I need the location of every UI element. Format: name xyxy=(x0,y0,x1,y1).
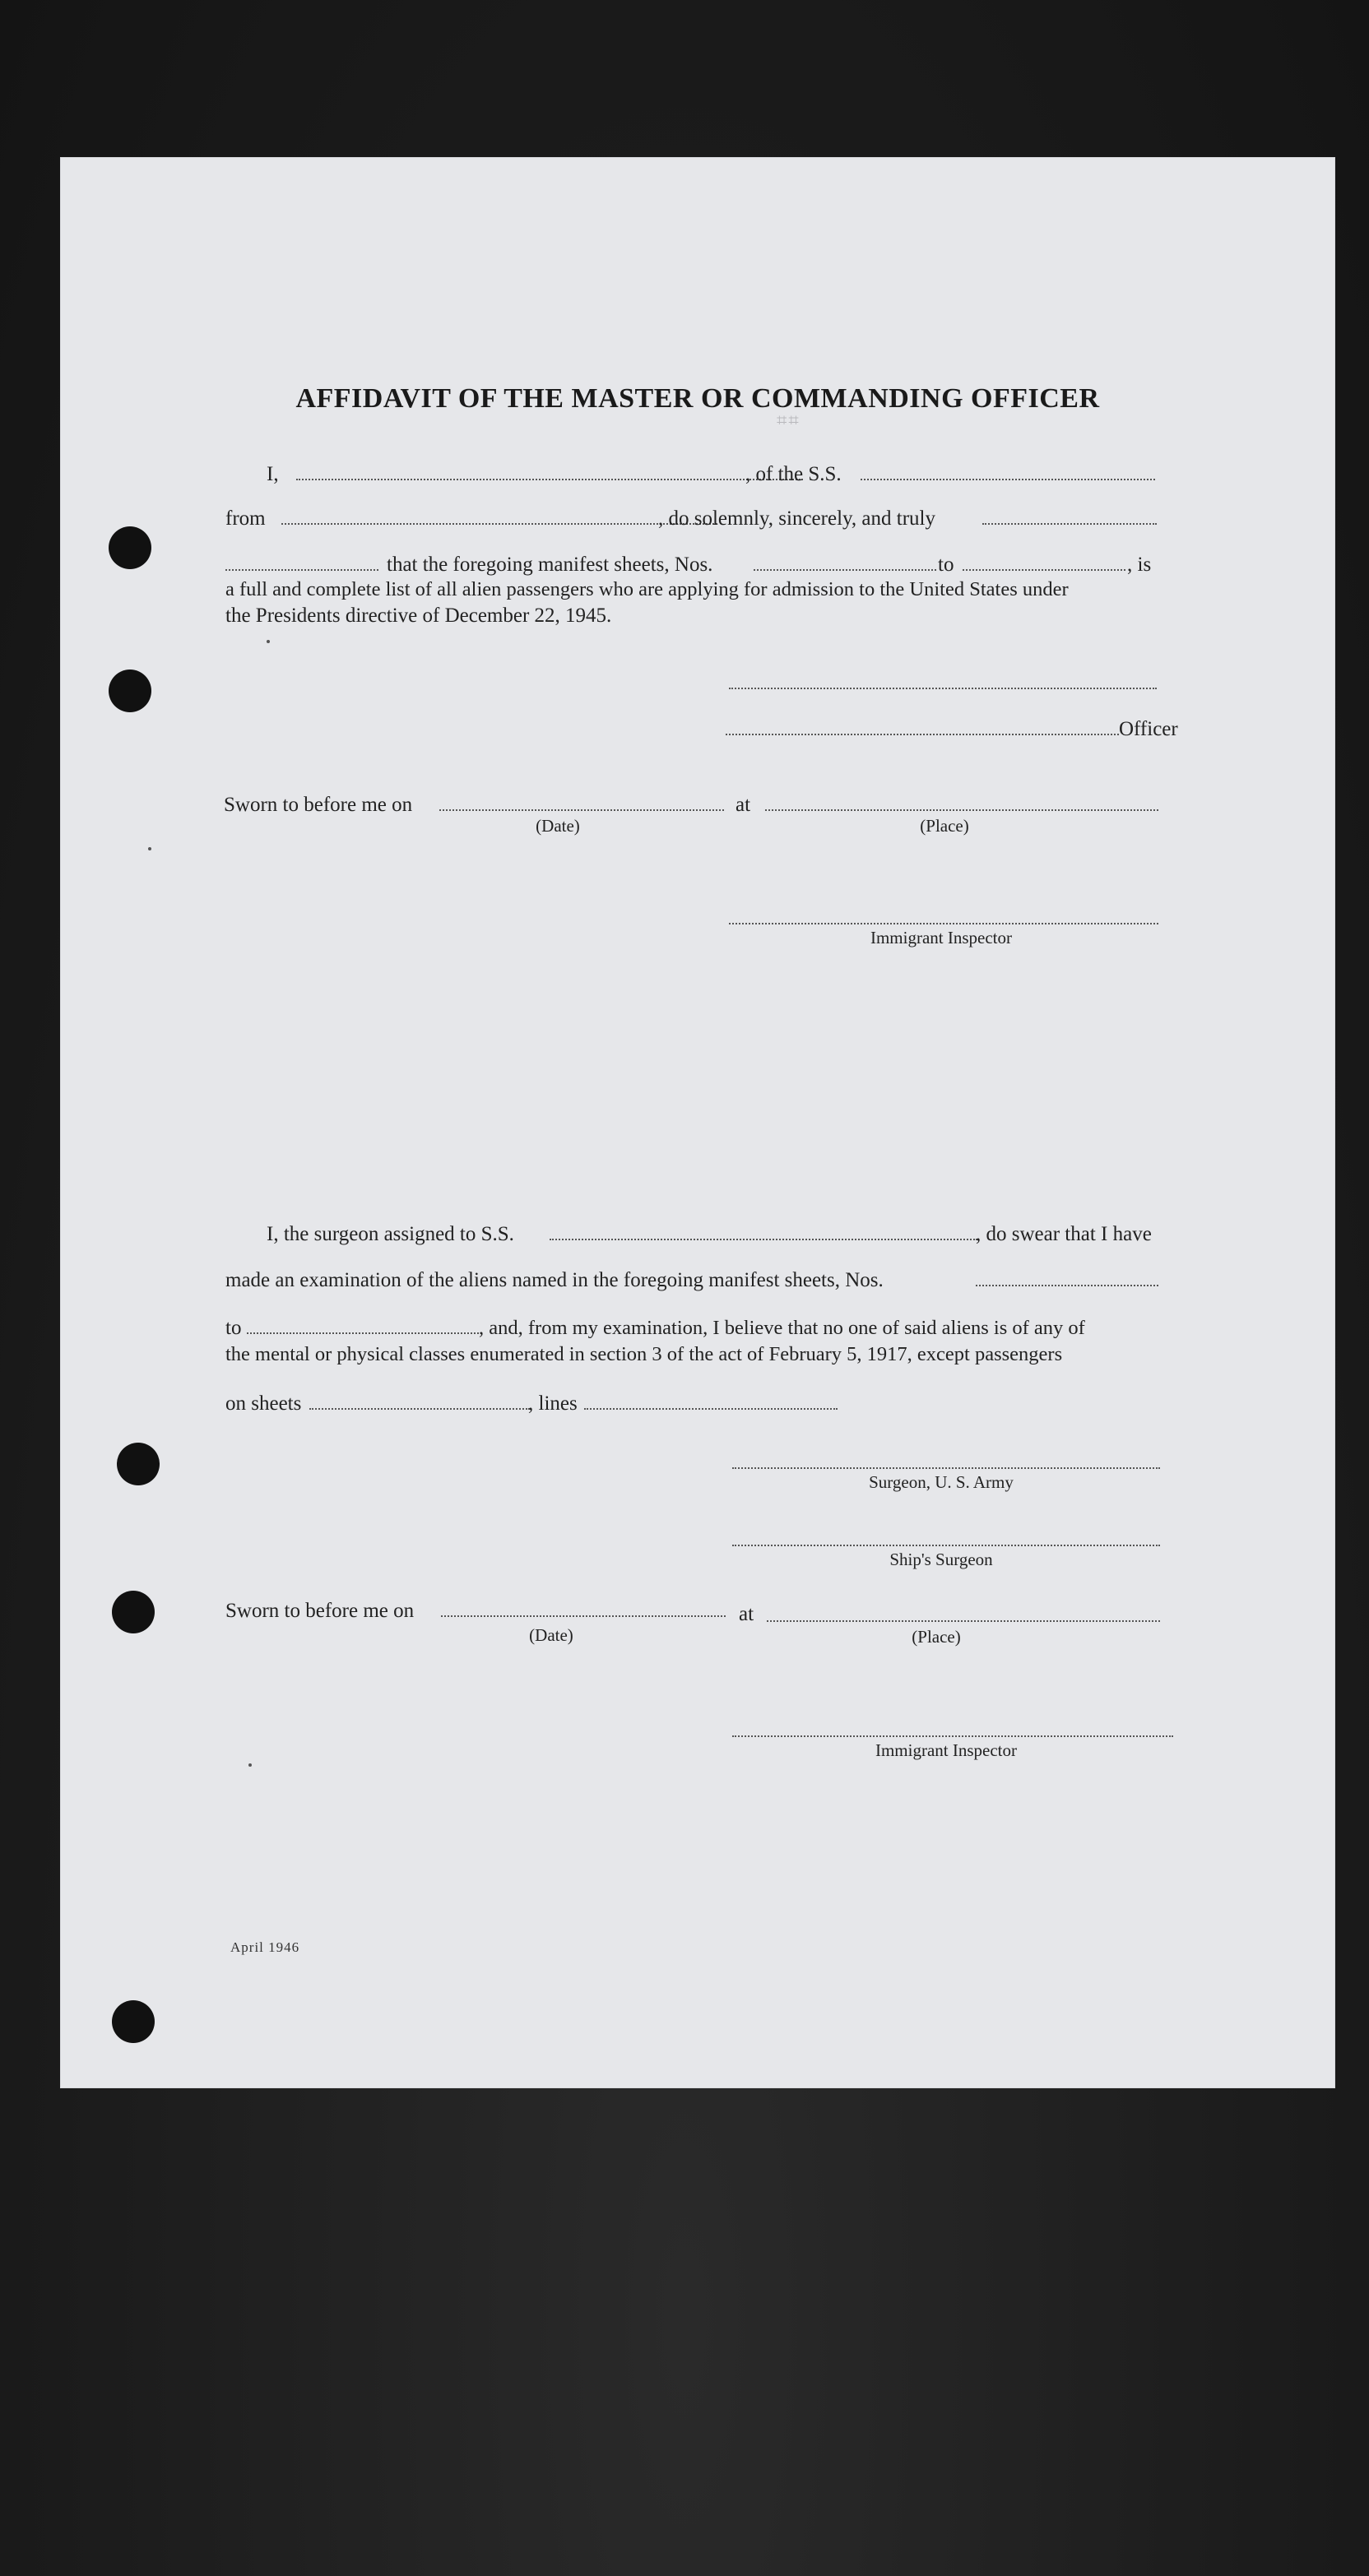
paper-speck xyxy=(148,847,151,850)
text-on-sheets: on sheets xyxy=(225,1392,302,1415)
surgeon-sheets-to-field[interactable] xyxy=(247,1332,479,1334)
text-from: from xyxy=(225,507,266,530)
surgeon-sheets-from-field[interactable] xyxy=(976,1285,1158,1286)
army-surgeon-caption: Surgeon, U. S. Army xyxy=(869,1472,1014,1492)
text-surgeon-assigned: I, the surgeon assigned to S.S. xyxy=(267,1223,514,1245)
punch-hole xyxy=(117,1443,160,1485)
text-solemnly: , do solemnly, sincerely, and truly xyxy=(658,507,935,530)
sworn-place-field[interactable] xyxy=(765,809,1158,811)
text-at: at xyxy=(736,794,751,816)
form-date-footer: April 1946 xyxy=(230,1939,300,1955)
officer-label: Officer xyxy=(1119,718,1178,740)
text-from-my-examination: , and, from my examination, I believe that no one of said aliens is of any of xyxy=(479,1317,1085,1339)
punch-hole xyxy=(112,1591,155,1633)
army-surgeon-signature-line[interactable] xyxy=(732,1467,1160,1469)
text-full-complete-list: a full and complete list of all alien passengers who are applying for admission to the United States under xyxy=(225,578,1069,600)
text-to: to xyxy=(938,554,954,576)
master-name-field[interactable] xyxy=(296,479,803,480)
inspector-caption: Immigrant Inspector xyxy=(870,928,1013,947)
inspector-signature-line[interactable] xyxy=(729,923,1158,924)
text-is: , is xyxy=(1127,554,1152,576)
ships-surgeon-caption: Ship's Surgeon xyxy=(889,1550,993,1569)
text-do-swear: , do swear that I have xyxy=(976,1223,1152,1245)
text-i: I, xyxy=(267,463,279,485)
text-presidents-directive: the Presidents directive of December 22, 1945. xyxy=(225,605,612,627)
punch-hole xyxy=(109,526,151,569)
sheets-to-field[interactable] xyxy=(963,569,1125,571)
surgeon-inspector-signature-line[interactable] xyxy=(732,1735,1173,1737)
exception-sheets-field[interactable] xyxy=(309,1408,530,1410)
officer-signature-line-1[interactable] xyxy=(729,688,1157,689)
truly-field[interactable] xyxy=(982,523,1157,525)
date-caption: (Date) xyxy=(536,816,580,836)
place-caption: (Place) xyxy=(920,816,969,836)
text-surgeon-at: at xyxy=(739,1603,754,1625)
surgeon-sworn-date-field[interactable] xyxy=(441,1615,726,1617)
sheets-from-field[interactable] xyxy=(754,569,936,571)
paper-speck xyxy=(248,1763,252,1767)
master-signature-prefix-field[interactable] xyxy=(225,569,378,571)
text-made-examination: made an examination of the aliens named in the foregoing manifest sheets, Nos. xyxy=(225,1269,884,1291)
punch-hole xyxy=(109,669,151,712)
origin-field[interactable] xyxy=(281,523,717,525)
sworn-date-field[interactable] xyxy=(439,809,724,811)
text-surgeon-to: to xyxy=(225,1317,242,1339)
text-of-the-ss: , of the S.S. xyxy=(745,463,842,485)
surgeon-inspector-caption: Immigrant Inspector xyxy=(875,1740,1018,1760)
punch-hole xyxy=(112,2000,155,2043)
surgeon-ship-field[interactable] xyxy=(550,1239,977,1240)
text-lines: , lines xyxy=(528,1392,578,1415)
text-mental-physical-classes: the mental or physical classes enumerated in section 3 of the act of February 5, 1917, except passengers xyxy=(225,1343,1063,1365)
surgeon-sworn-place-field[interactable] xyxy=(767,1620,1160,1622)
affidavit-form-page xyxy=(61,158,1334,2087)
text-sworn: Sworn to before me on xyxy=(224,794,413,816)
paper-speck xyxy=(267,640,270,643)
surgeon-place-caption: (Place) xyxy=(912,1627,961,1647)
text-surgeon-sworn: Sworn to before me on xyxy=(225,1600,415,1622)
officer-signature-line-2[interactable] xyxy=(726,734,1119,735)
exception-lines-field[interactable] xyxy=(584,1408,838,1410)
ship-name-field[interactable] xyxy=(861,479,1155,480)
surgeon-date-caption: (Date) xyxy=(529,1625,573,1645)
faint-stamp-mark: ⌗⌗ xyxy=(777,410,801,430)
text-foregoing-sheets: that the foregoing manifest sheets, Nos. xyxy=(387,554,713,576)
ships-surgeon-signature-line[interactable] xyxy=(732,1545,1160,1546)
page-title: AFFIDAVIT OF THE MASTER OR COMMANDING OFFICER xyxy=(295,383,1100,414)
